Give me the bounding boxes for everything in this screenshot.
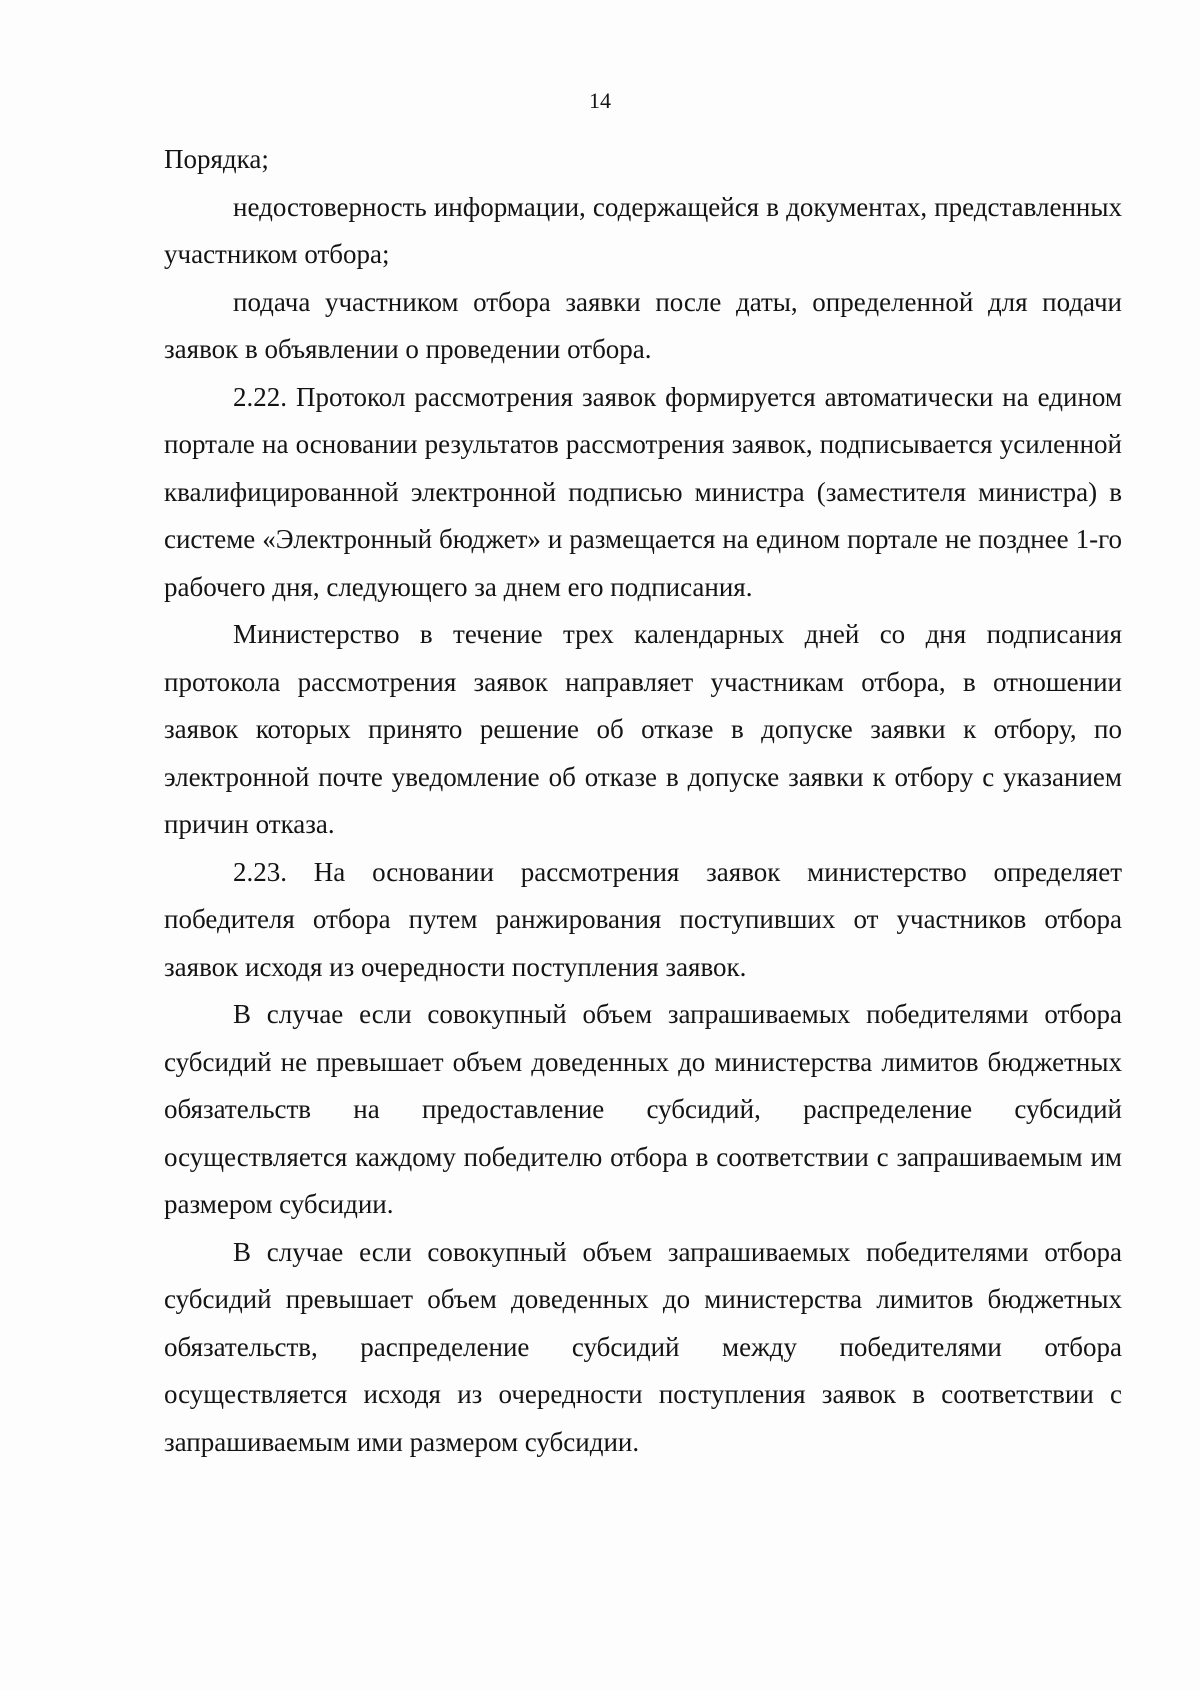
paragraph: недостоверность информации, содержащейся в документах, представленных участником отбора; [164,191,1122,269]
paragraph: В случае если совокупный объем запрашиваемых победителями отбора субсидий превышает объем доведенных до министерства лимитов бюджетных обязательств, распределение субсидий между победителями отбора осуществляется исходя из очередности поступления заявок в соответствии с запрашиваемым ими размером субсидии. [164,1236,1122,1457]
paragraph: 2.22. Протокол рассмотрения заявок формируется автоматически на едином портале на основании результатов рассмотрения заявок, подписывается усиленной квалифицированной электронной подписью министра (заместителя министра) в системе «Электронный бюджет» и размещается на едином портале не позднее 1-го рабочего дня, следующего за днем его подписания. [164,381,1122,602]
paragraph: Порядка; [164,144,269,174]
paragraph: 2.23. На основании рассмотрения заявок министерство определяет победителя отбора путем ранжирования поступивших от участников отбора заявок исходя из очередности поступления заявок. [164,856,1122,982]
paragraph: В случае если совокупный объем запрашиваемых победителями отбора субсидий не превышает объем доведенных до министерства лимитов бюджетных обязательств на предоставление субсидий, распределение субсидий осуществляется каждому победителю отбора в соответствии с запрашиваемым им размером субсидии. [164,999,1122,1219]
document-body [164,136,1122,1466]
page-number: 14 [589,88,611,113]
paragraph: Министерство в течение трех календарных дней со дня подписания протокола рассмотрения заявок направляет участникам отбора, в отношении заявок которых принято решение об отказе в допуске заявки к отбору, по электронной почте уведомление об отказе в допуске заявки к отбору с указанием причин отказа. [164,619,1122,839]
paragraph: подача участником отбора заявки после даты, определенной для подачи заявок в объявлении о проведении отбора. [164,286,1122,364]
